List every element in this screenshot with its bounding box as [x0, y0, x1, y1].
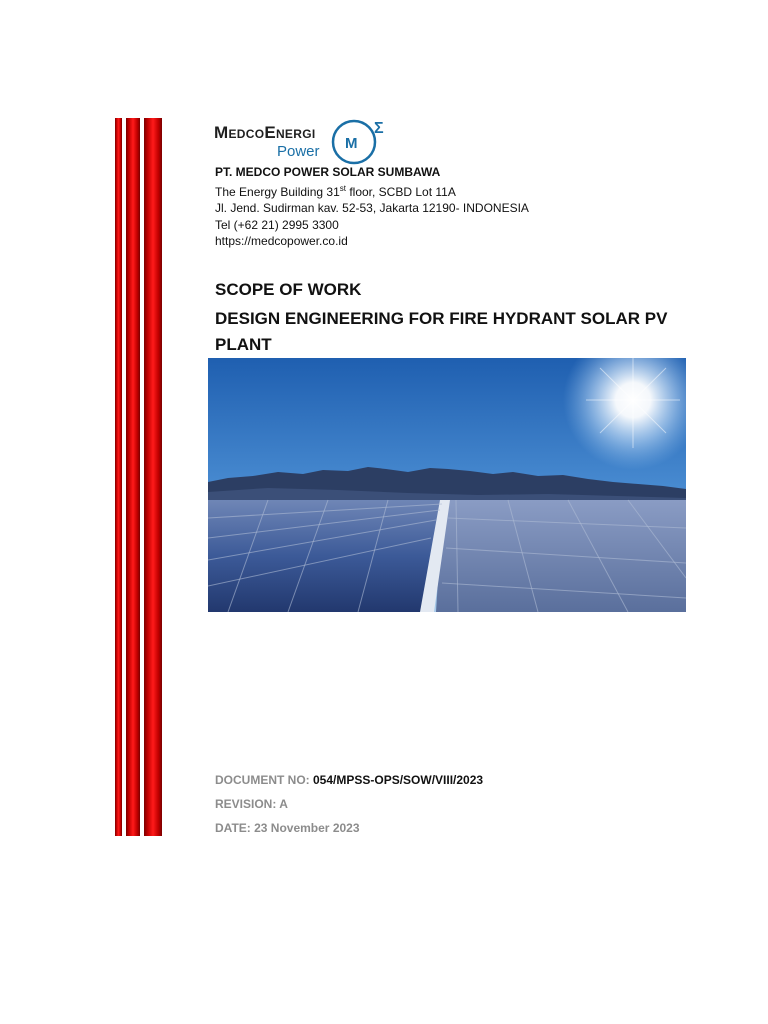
company-address-line2: Jl. Jend. Sudirman kav. 52-53, Jakarta 12190- INDONESIA — [215, 201, 529, 215]
document-metadata — [215, 768, 483, 840]
document-number: DOCUMENT NO: 054/MPSS-OPS/SOW/VIII/2023 — [215, 773, 484, 787]
logo-name: MedcoEnergi — [214, 123, 316, 142]
company-info — [215, 164, 529, 250]
company-logo — [214, 117, 414, 167]
svg-text:Σ: Σ — [374, 120, 384, 137]
document-title — [215, 277, 685, 358]
company-website: https://medcopower.co.id — [215, 234, 348, 248]
title-line-1: SCOPE OF WORK — [215, 280, 362, 299]
company-name: PT. MEDCO POWER SOLAR SUMBAWA — [215, 165, 441, 179]
logo-mark-icon — [330, 117, 398, 167]
title-line-2: DESIGN ENGINEERING FOR FIRE HYDRANT SOLAR PV PLANT — [215, 309, 668, 354]
company-address-line1: The Energy Building 31st floor, SCBD Lot 11A — [215, 183, 456, 199]
decorative-red-stripe — [126, 118, 140, 836]
decorative-red-stripe — [115, 118, 122, 836]
company-phone: Tel (+62 21) 2995 3300 — [215, 217, 339, 232]
solar-plant-photo — [208, 358, 686, 612]
svg-text:M: M — [345, 135, 358, 152]
logo-subtitle: Power — [277, 143, 320, 160]
document-date: DATE: 23 November 2023 — [215, 821, 360, 835]
decorative-red-stripe — [144, 118, 162, 836]
document-revision: REVISION: A — [215, 797, 288, 811]
